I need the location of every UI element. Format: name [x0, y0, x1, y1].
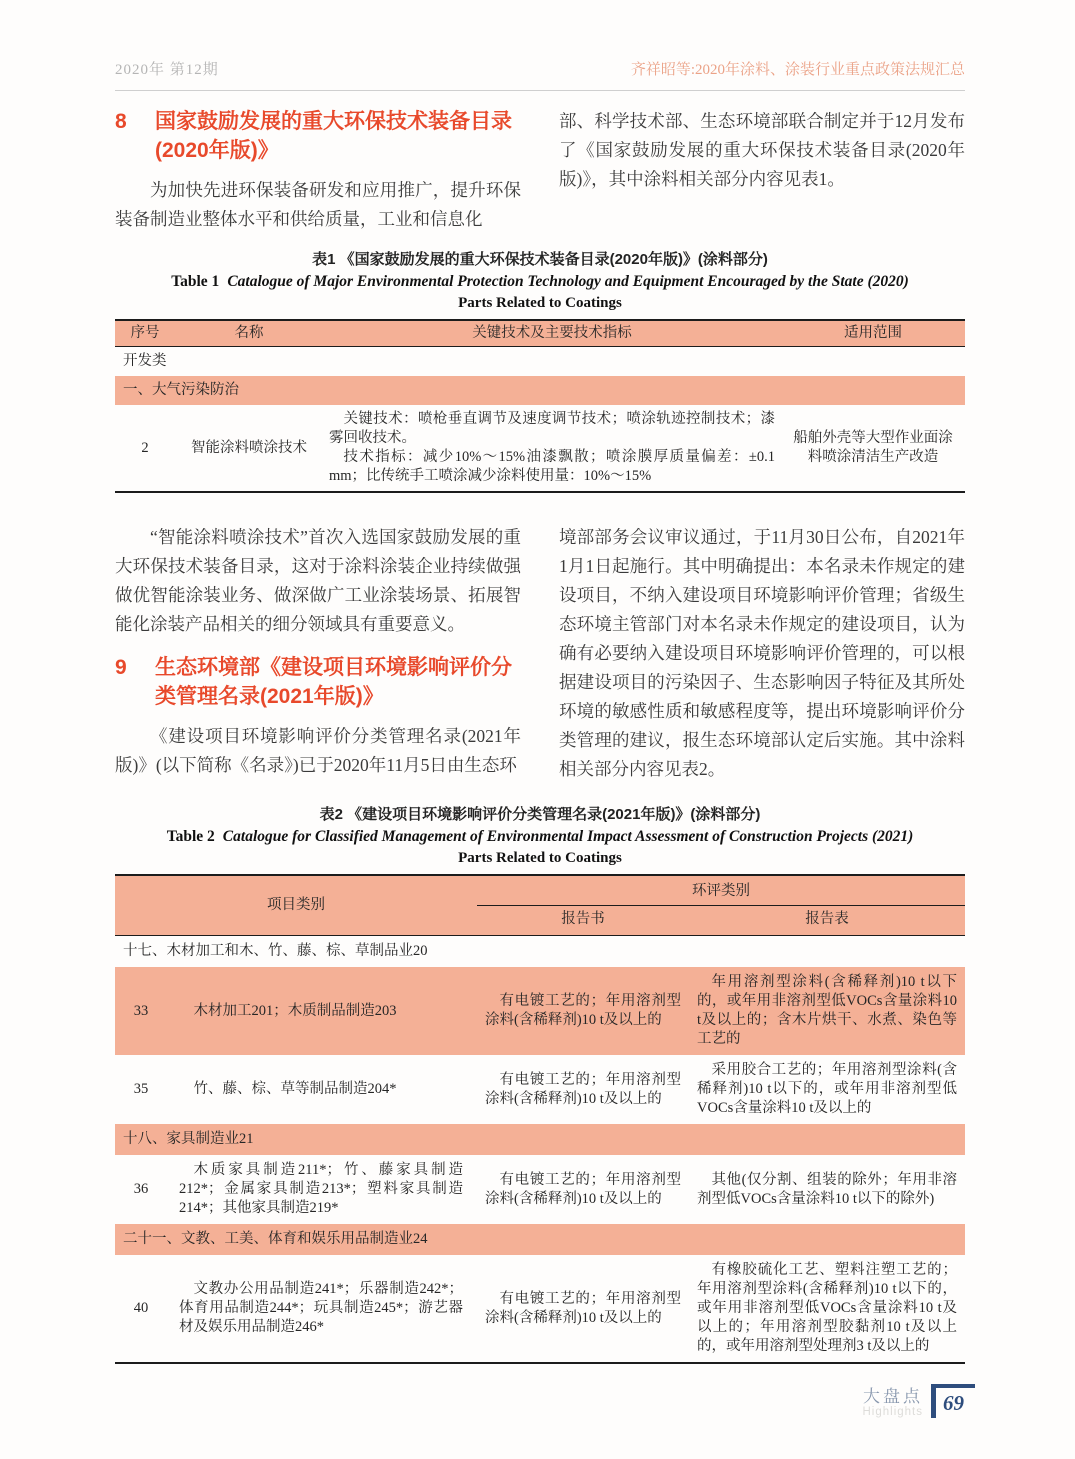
table-1-group-row-dev — [115, 347, 965, 377]
left-column-2 — [115, 523, 521, 784]
table-1-header-row — [115, 320, 965, 347]
table-1-group-dev: 开发类 — [123, 353, 167, 369]
section-9-heading — [115, 653, 521, 711]
table-2-caption-en-label: Table 2 — [166, 828, 215, 845]
table-row — [115, 967, 965, 1055]
table-2-row-33-project: 木材加工201；木质制品制造203 — [193, 1002, 397, 1019]
section-8-paragraph-right: 部、科学技术部、生态环境部联合制定并于12月发布了《国家鼓励发展的重大环保技术装备目录(2020年版)》，其中涂料相关部分内容见表1。 — [559, 111, 965, 189]
table-2-section-21: 二十一、文教、工美、体育和娱乐用品制造业24 — [123, 1231, 428, 1247]
table-2-row-35-report-book: 有电镀工艺的；年用溶剂型涂料(含稀释剂)10 t及以上的 — [485, 1071, 681, 1107]
table-2-row-36-report-book: 有电镀工艺的；年用溶剂型涂料(含稀释剂)10 t及以上的 — [485, 1171, 681, 1207]
table-2-section-row-21 — [115, 1224, 965, 1255]
table-1-row-tech-index: 技术指标：减少10%～15%油漆飘散；喷涂膜厚质量偏差：±0.1 mm；比传统手工喷涂减少涂料使用量：10%～15% — [329, 449, 775, 484]
table-1-caption-en-label: Table 1 — [171, 273, 220, 290]
table-2-header-report-book: 报告书 — [561, 911, 605, 927]
table-2-section-18: 十八、家具制造业21 — [123, 1131, 254, 1147]
table-2-caption — [115, 804, 965, 869]
section-9-paragraph-left: 《建设项目环境影响评价分类管理名录(2021年版)》(以下简称《名录》)已于2020年11月5日由生态环 — [115, 726, 521, 775]
table-1-group-row-air — [115, 376, 965, 405]
table-2-section-17: 十七、木材加工和木、竹、藤、棕、草制品业20 — [123, 943, 428, 959]
table-1-caption-zh: 表1 《国家鼓励发展的重大环保技术装备目录(2020年版)》(涂料部分) — [312, 251, 768, 268]
table-2 — [115, 874, 965, 1364]
table-2-row-40-report-form: 有橡胶硫化工艺、塑料注塑工艺的；年用溶剂型涂料(含稀释剂)10 t以下的，或年用非溶剂型低VOCs含量涂料10 t及以上的；年用溶剂型胶黏剂10 t及以上的，或年用溶剂型处理剂3 t及以上的 — [697, 1262, 957, 1354]
table-2-row-36-no: 36 — [133, 1181, 149, 1197]
table-2-row-40-report-book: 有电镀工艺的；年用溶剂型涂料(含稀释剂)10 t及以上的 — [485, 1290, 681, 1326]
section-8-number: 8 — [115, 110, 127, 133]
running-head — [115, 58, 965, 79]
text-block-2 — [115, 523, 965, 784]
section-8-title: 国家鼓励发展的重大环保技术装备目录(2020年版)》 — [155, 110, 512, 162]
section-9-paragraph-right: 境部部务会议审议通过，于11月30日公布，自2021年1月1日起施行。其中明确提出：本名录未作规定的建设项目，不纳入建设项目环境影响评价管理；省级生态环境主管部门对本名录未作规定的建设项目，认为确有必要纳入建设项目环境影响评价管理的，可以根据建设项目的污染因子、生态影响因子特征及其所处环境的敏感性质和敏感程度等，提出环境影响评价分类管理的建议，报生态环境部认定后实施。其中涂料相关部分内容见表2。 — [559, 527, 965, 779]
table-2-row-36-project: 木质家具制造211*；竹、藤家具制造212*；金属家具制造213*；塑料家具制造214*；其他家具制造219* — [179, 1162, 463, 1216]
table-2-header-eia: 环评类别 — [477, 875, 965, 906]
table-1-caption-en — [115, 271, 965, 293]
table-2-row-33-report-book: 有电镀工艺的；年用溶剂型涂料(含稀释剂)10 t及以上的 — [485, 993, 681, 1028]
running-title: 齐祥昭等:2020年涂料、涂装行业重点政策法规汇总 — [630, 62, 965, 78]
table-1-caption-subtitle: Parts Related to Coatings — [458, 295, 622, 311]
page-footer — [863, 1384, 976, 1419]
table-2-row-35-report-form: 采用胶合工艺的；年用溶剂型涂料(含稀释剂)10 t以下的，或年用非溶剂型低VOCs含量涂料10 t及以上的 — [697, 1062, 957, 1116]
header-divider — [115, 90, 965, 91]
table-1-group-air: 一、大气污染防治 — [123, 382, 239, 398]
table-1-caption — [115, 249, 965, 314]
table-1-header-tech: 关键技术及主要技术指标 — [472, 325, 632, 341]
table-row — [115, 1255, 965, 1363]
footer-column-title: 大盘点 — [863, 1387, 923, 1406]
section-8-paragraph-left: 为加快先进环保装备研发和应用推广，提升环保装备制造业整体水平和供给质量，工业和信息化 — [115, 180, 521, 229]
table-2-row-36-report-form: 其他(仅分割、组装的除外；年用非溶剂型低VOCs含量涂料10 t以下的除外) — [697, 1171, 957, 1207]
text-block-1 — [115, 107, 965, 234]
table-1-row-name: 智能涂料喷涂技术 — [191, 439, 307, 456]
table-1-header-name: 名称 — [234, 325, 264, 341]
footer-labels — [863, 1384, 924, 1419]
table-2-row-40-no: 40 — [133, 1300, 149, 1316]
table-2-caption-zh: 表2 《建设项目环境影响评价分类管理名录(2021年版)》(涂料部分) — [319, 806, 761, 823]
page-number-bracket — [931, 1384, 975, 1418]
right-column-1 — [559, 107, 965, 234]
section-9-number: 9 — [115, 656, 127, 679]
table-2-caption-subtitle: Parts Related to Coatings — [458, 850, 622, 866]
table-2-caption-en-text: Catalogue for Classified Management of Environmental Impact Assessment of Construction Projects (2021) — [222, 828, 914, 845]
table-2-header-project: 项目类别 — [267, 897, 325, 913]
left-column-1 — [115, 107, 521, 234]
table-1-row-tech-key: 关键技术：喷枪垂直调节及速度调节技术；喷涂轨迹控制技术；漆雾回收技术。 — [329, 411, 775, 446]
table-row — [115, 405, 965, 492]
mid-paragraph: “智能涂料喷涂技术”首次入选国家鼓励发展的重大环保技术装备目录，这对于涂料涂装企业持续做强做优智能涂装业务、做深做广工业涂装场景、拓展智能化涂装产品相关的细分领域具有重要意义。 — [115, 527, 521, 634]
table-2-row-35-project: 竹、藤、棕、草等制品制造204* — [193, 1081, 397, 1097]
table-1-header-no: 序号 — [130, 325, 160, 341]
section-8-heading — [115, 107, 521, 165]
table-2-row-33-report-form: 年用溶剂型涂料(含稀释剂)10 t以下的，或年用非溶剂型低VOCs含量涂料10 t及以上的；含木片烘干、水煮、染色等工艺的 — [697, 974, 957, 1047]
table-2-row-35-no: 35 — [133, 1081, 149, 1097]
table-1-header-scope: 适用范围 — [844, 325, 902, 341]
table-2-row-33-no: 33 — [133, 1002, 149, 1019]
table-2-header-row-1 — [115, 875, 965, 906]
table-2-section-row-18 — [115, 1124, 965, 1155]
table-1-row-tech — [323, 405, 781, 492]
issue-label: 2020年 第12期 — [115, 62, 219, 78]
right-column-2 — [559, 523, 965, 784]
table-2-section-row-17 — [115, 936, 965, 968]
table-2-row-40-project: 文教办公用品制造241*；乐器制造242*；体育用品制造244*；玩具制造245*；游艺器材及娱乐用品制造246* — [179, 1281, 463, 1335]
table-row — [115, 1055, 965, 1124]
footer-column-subtitle: Highlights — [862, 1406, 923, 1418]
table-1-row-scope: 船舶外壳等大型作业面涂料喷涂清洁生产改造 — [793, 430, 953, 465]
table-1-row-no: 2 — [141, 439, 149, 456]
table-1 — [115, 319, 965, 493]
section-9-title: 生态环境部《建设项目环境影响评价分类管理名录(2021年版)》 — [155, 656, 512, 708]
table-row — [115, 1155, 965, 1224]
page-number: 69 — [943, 1391, 964, 1415]
table-2-caption-en — [115, 826, 965, 848]
table-1-caption-en-text: Catalogue of Major Environmental Protection Technology and Equipment Encouraged by the State (2020) — [227, 273, 909, 290]
table-2-header-report-form: 报告表 — [805, 911, 849, 927]
